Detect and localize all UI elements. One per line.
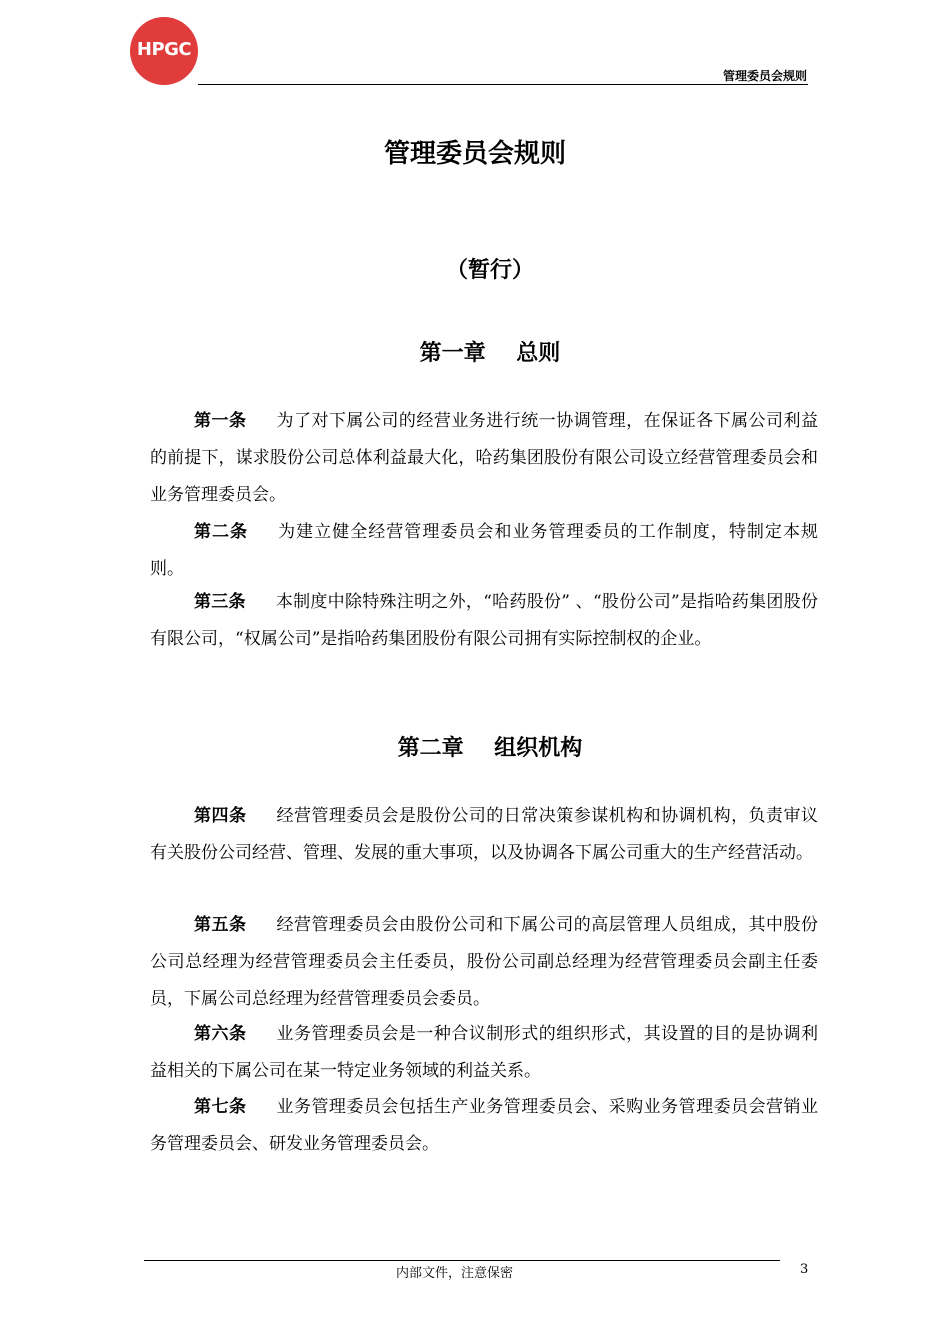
document-title: 管理委员会规则 bbox=[383, 139, 566, 169]
article-3 bbox=[150, 584, 818, 658]
article-1 bbox=[150, 403, 818, 514]
chapter-2-heading: 第二章 组织机构 bbox=[397, 736, 583, 761]
company-logo bbox=[130, 17, 198, 85]
header-divider bbox=[198, 84, 808, 85]
article-text: 为建立健全经营管理委员会和业务管理委员的工作制度，特制定本规则。 bbox=[150, 522, 818, 579]
article-4 bbox=[150, 798, 818, 872]
article-2 bbox=[150, 514, 818, 588]
article-number: 第一条 bbox=[194, 411, 247, 431]
article-number: 第二条 bbox=[194, 522, 249, 542]
article-number: 第三条 bbox=[194, 592, 246, 612]
article-number: 第四条 bbox=[194, 806, 247, 826]
article-number: 第六条 bbox=[194, 1024, 247, 1044]
footer-divider bbox=[144, 1260, 780, 1261]
article-number: 第七条 bbox=[194, 1097, 247, 1117]
page-number: 3 bbox=[800, 1262, 809, 1277]
article-5 bbox=[150, 907, 818, 1018]
document-subtitle: （暂行） bbox=[445, 258, 534, 283]
article-text: 业务管理委员会是一种合议制形式的组织形式，其设置的目的是协调利益相关的下属公司在某一特定业务领域的利益关系。 bbox=[150, 1024, 819, 1081]
article-text: 经营管理委员会是股份公司的日常决策参谋机构和协调机构，负责审议有关股份公司经营、管理、发展的重大事项，以及协调各下属公司重大的生产经营活动。 bbox=[150, 806, 819, 863]
running-header-title: 管理委员会规则 bbox=[722, 69, 807, 83]
article-number: 第五条 bbox=[194, 915, 247, 935]
footer-confidential-note: 内部文件，注意保密 bbox=[396, 1266, 514, 1281]
article-text: 为了对下属公司的经营业务进行统一协调管理，在保证各下属公司利益的前提下，谋求股份公司总体利益最大化，哈药集团股份有限公司设立经营管理委员会和业务管理委员会。 bbox=[150, 411, 819, 505]
logo-text: HPGC bbox=[136, 39, 192, 60]
chapter-1-heading: 第一章 总则 bbox=[419, 341, 561, 366]
article-7 bbox=[150, 1089, 818, 1163]
article-6 bbox=[150, 1016, 818, 1090]
article-text: 本制度中除特殊注明之外，“哈药股份” 、“股份公司”是指哈药集团股份有限公司，“权属公司”是指哈药集团股份有限公司拥有实际控制权的企业。 bbox=[150, 592, 818, 649]
article-text: 经营管理委员会由股份公司和下属公司的高层管理人员组成，其中股份公司总经理为经营管理委员会主任委员，股份公司副总经理为经营管理委员会副主任委员，下属公司总经理为经营管理委员会委员。 bbox=[150, 915, 819, 1009]
article-text: 业务管理委员会包括生产业务管理委员会、采购业务管理委员会营销业务管理委员会、研发业务管理委员会。 bbox=[150, 1097, 819, 1154]
